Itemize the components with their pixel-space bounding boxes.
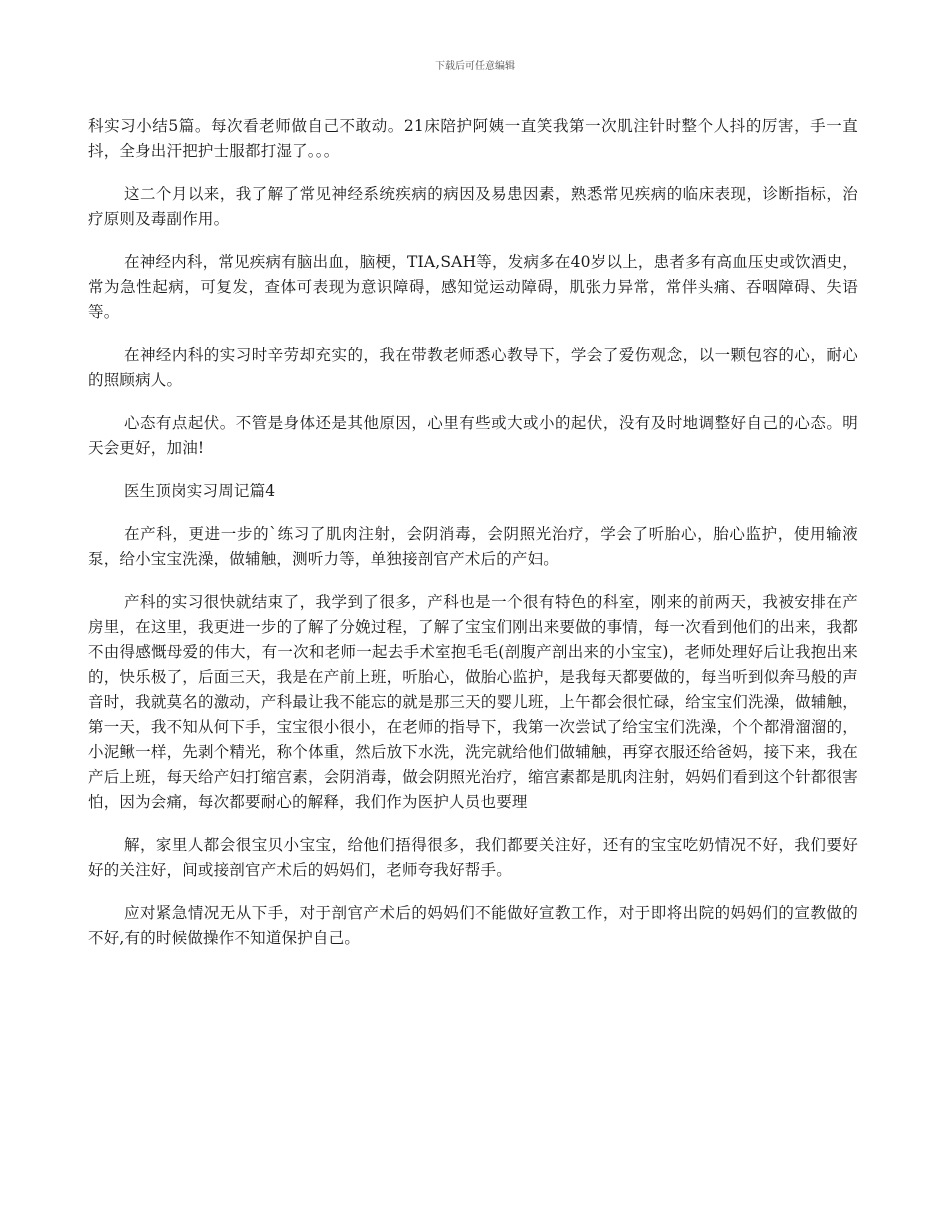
paragraph: 应对紧急情况无从下手，对于剖官产术后的妈妈们不能做好宣教工作，对于即将出院的妈妈们的宣教做的不好,有的时候做操作不知道保护自己。: [88, 904, 858, 947]
section-heading: 医生顶岗实习周记篇4: [124, 482, 276, 500]
page-header: 下载后可任意编辑: [435, 61, 515, 72]
paragraph: 解，家里人都会很宝贝小宝宝，给他们捂得很多，我们都要关注好，还有的宝宝吃奶情况不好，我们要好好的关注好，间或接剖官产术后的妈妈们，老师夸我好帮手。: [88, 836, 858, 879]
paragraph: 科实习小结5篇。每次看老师做自己不敢动。21床陪护阿姨一直笑我第一次肌注针时整个人抖的厉害，手一直抖，全身出汗把护士服都打湿了。。。: [88, 117, 858, 160]
paragraph: 在产科，更进一步的`练习了肌肉注射，会阴消毒，会阴照光治疗，学会了听胎心，胎心监护，使用输液泵，给小宝宝洗澡，做辅触，测听力等，单独接剖官产术后的产妇。: [88, 525, 858, 568]
paragraph: 在神经内科，常见疾病有脑出血，脑梗，TIA,SAH等，发病多在40岁以上，患者多有高血压史或饮酒史，常为急性起病，可复发，查体可表现为意识障碍，感知觉运动障碍，肌张力异常，常伴头痛、吞咽障碍、失语等。: [88, 253, 858, 321]
paragraph: 这二个月以来，我了解了常见神经系统疾病的病因及易患因素，熟悉常见疾病的临床表现，诊断指标，治疗原则及毒副作用。: [88, 185, 858, 228]
document-body: [88, 114, 858, 969]
paragraph: 心态有点起伏。不管是身体还是其他原因，心里有些或大或小的起伏，没有及时地调整好自己的心态。明天会更好，加油!: [88, 414, 858, 457]
paragraph: 在神经内科的实习时辛劳却充实的，我在带教老师悉心教导下，学会了爱伤观念，以一颗包容的心，耐心的照顾病人。: [88, 346, 858, 389]
paragraph: 产科的实习很快就结束了，我学到了很多，产科也是一个很有特色的科室，刚来的前两天，我被安排在产房里，在这里，我更进一步的了解了分娩过程，了解了宝宝们刚出来要做的事情，每一次看到他们的出来，我都不由得感慨母爱的伟大，有一次和老师一起去手术室抱毛毛(剖腹产剖出来的小宝宝)，老师处理好后让我抱出来的，快乐极了，后面三天，我是在产前上班，听胎心，做胎心监护，是我每天都要做的，每当听到似奔马般的声音时，我就莫名的激动，产科最让我不能忘的就是那三天的婴儿班，上午都会很忙碌，给宝宝们洗澡，做辅触，第一天，我不知从何下手，宝宝很小很小，在老师的指导下，我第一次尝试了给宝宝们洗澡，个个都滑溜溜的，小泥鳅一样，先剥个精光，称个体重，然后放下水洗，洗完就给他们做辅触，再穿衣服还给爸妈，接下来，我在产后上班，每天给产妇打缩宫素，会阴消毒，做会阴照光治疗，缩宫素都是肌肉注射，妈妈们看到这个针都很害怕，因为会痛，每次都要耐心的解释，我们作为医护人员也要理: [88, 593, 858, 811]
